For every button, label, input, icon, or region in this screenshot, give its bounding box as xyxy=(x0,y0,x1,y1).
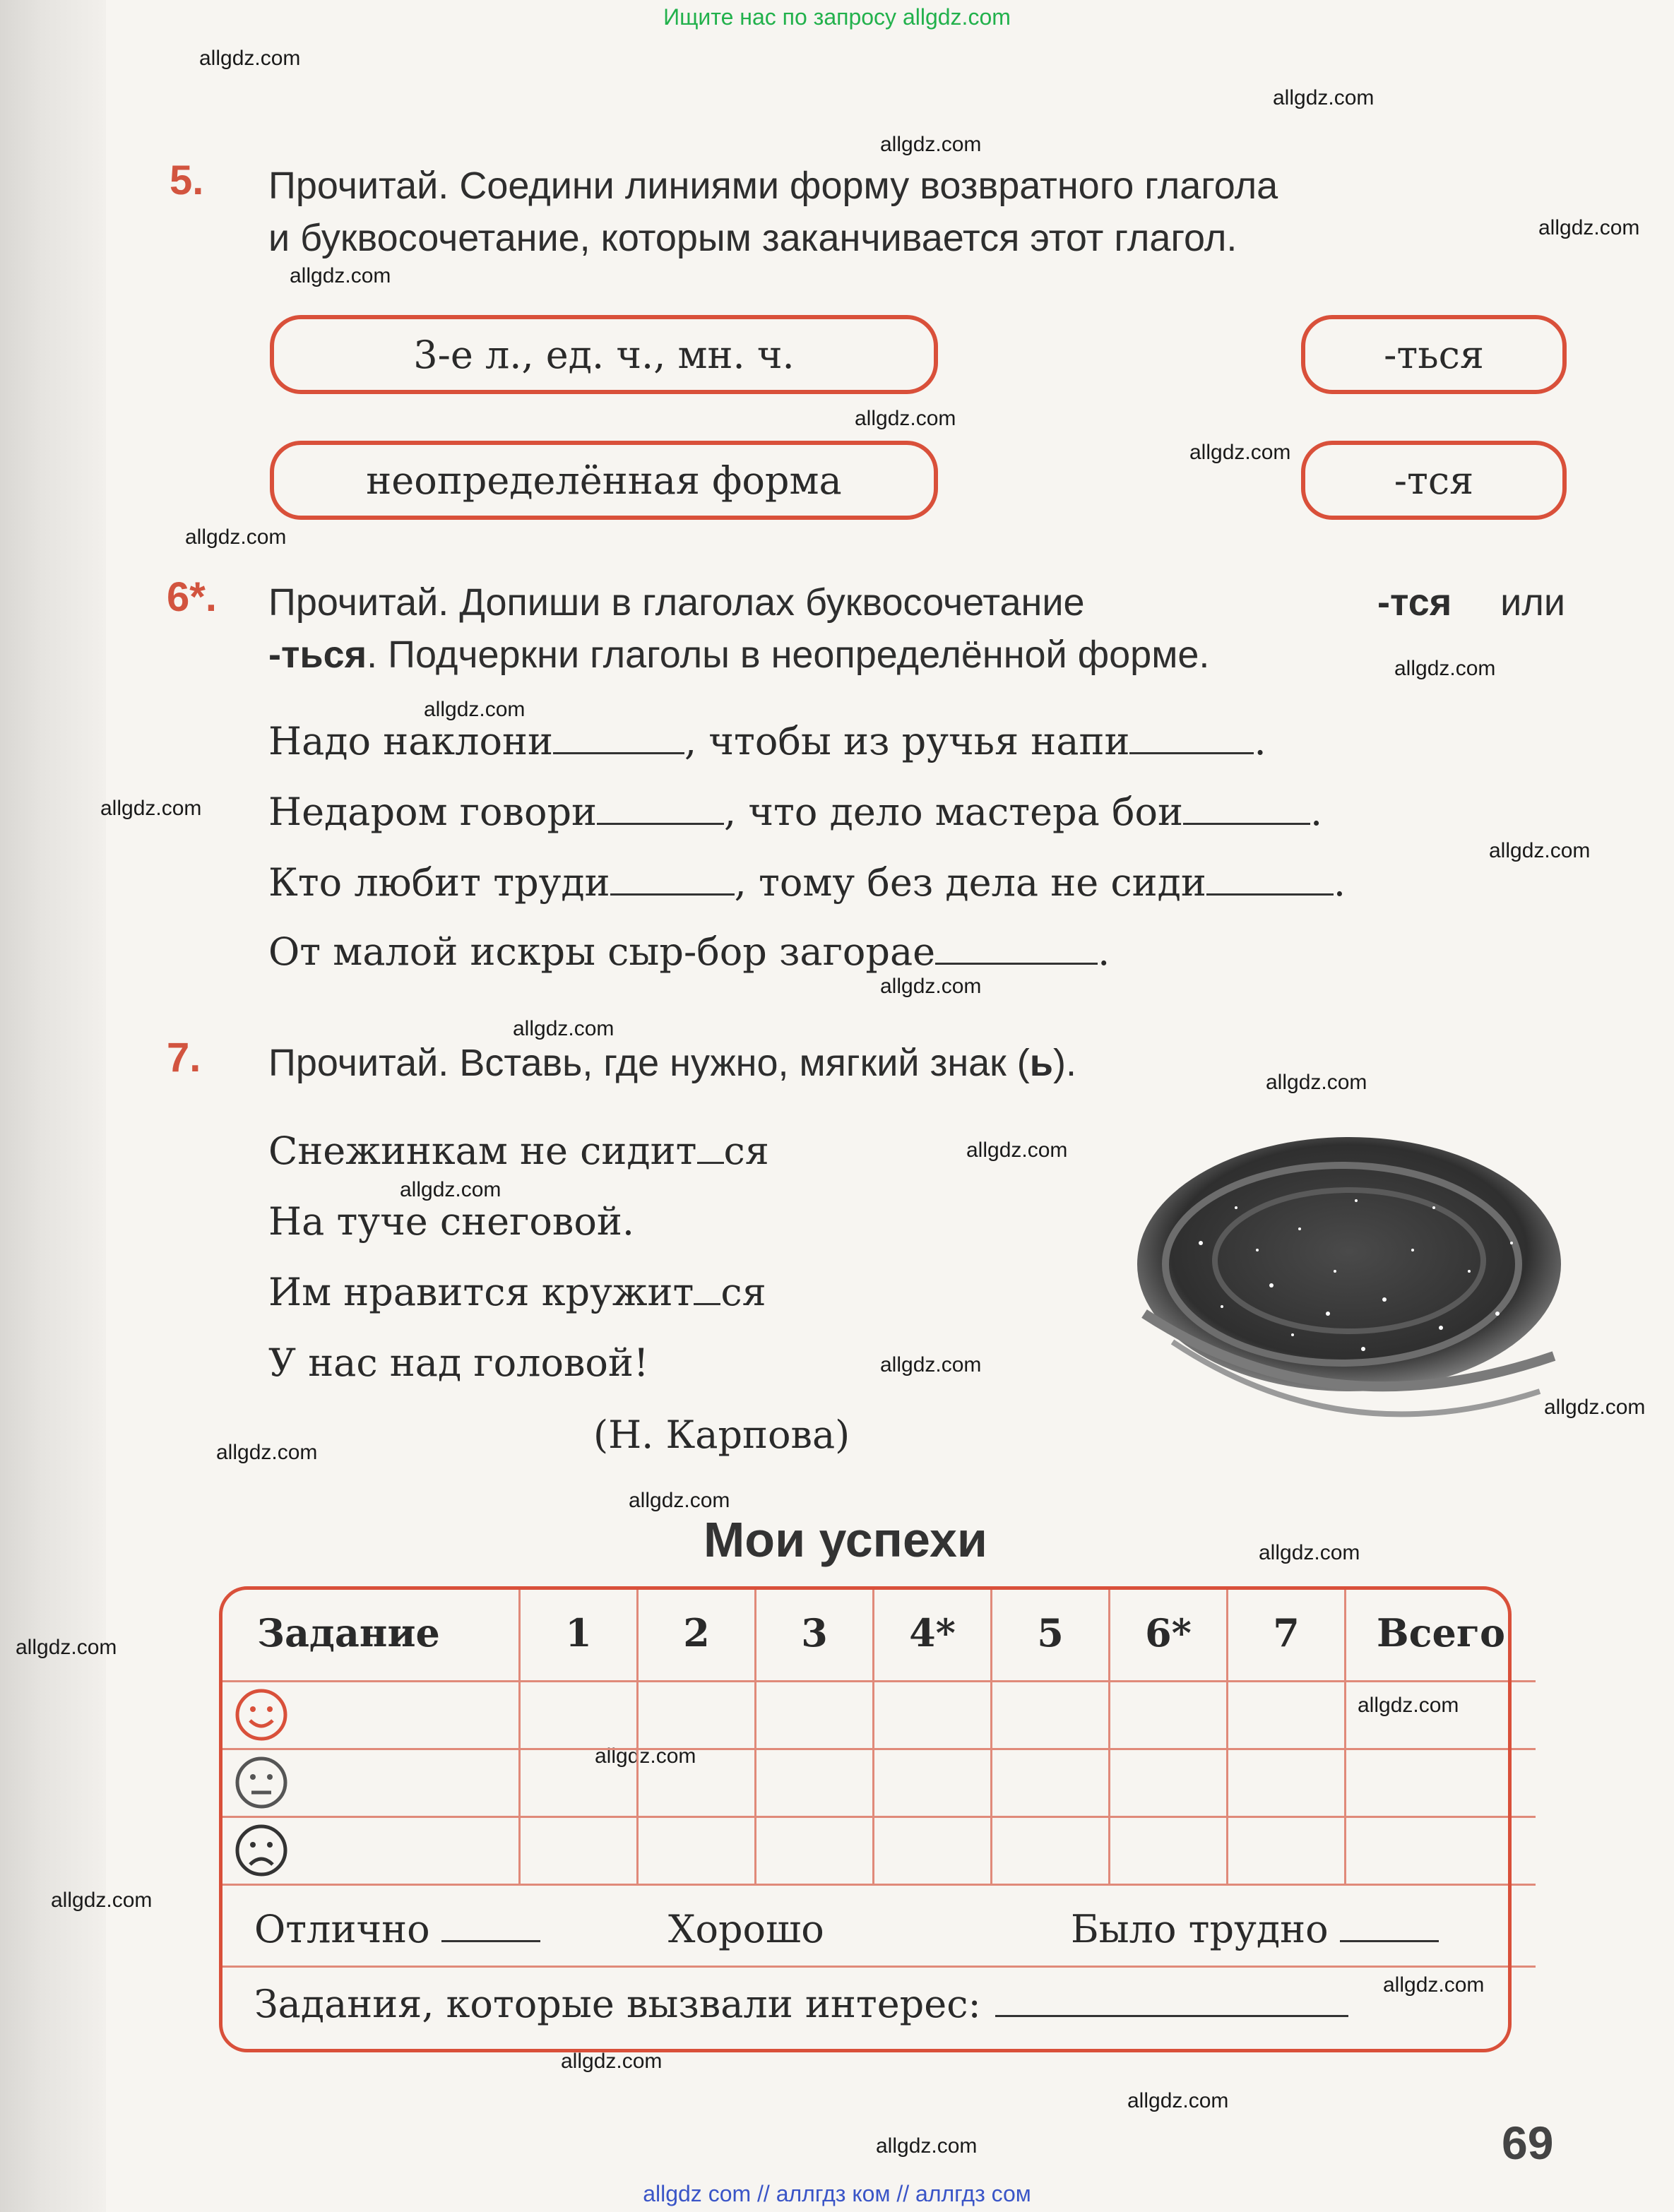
watermark: allgdz.com xyxy=(629,1489,730,1512)
interest-label: Задания, которые вызвали интерес: xyxy=(254,1981,981,2026)
instruction-text: ). xyxy=(1053,1042,1076,1084)
watermark: allgdz.com xyxy=(51,1889,153,1912)
mark-cell[interactable] xyxy=(756,1681,874,1749)
sentence xyxy=(268,860,1346,905)
answer-blank[interactable] xyxy=(1183,823,1310,825)
watermark: allgdz.com xyxy=(1544,1396,1646,1419)
sentence xyxy=(268,790,1322,834)
mark-cell[interactable] xyxy=(1110,1681,1228,1749)
poem-text: Им нравится кружит xyxy=(268,1270,694,1314)
watermark: allgdz.com xyxy=(1383,1973,1485,1997)
task-instruction: и буквосочетание, которым заканчивается этот глагол. xyxy=(268,217,1237,259)
mark-cell[interactable] xyxy=(1110,1816,1228,1884)
task-number: 7. xyxy=(167,1035,201,1081)
poem-line xyxy=(268,1129,769,1173)
table-header-cell: Всего xyxy=(1346,1586,1536,1681)
mark-cell[interactable] xyxy=(756,1749,874,1816)
page-binding-shadow xyxy=(0,0,106,2212)
table-header-cell: 2 xyxy=(638,1586,756,1681)
sentence-text: Кто любит труди xyxy=(268,860,610,905)
sentence xyxy=(268,719,1266,763)
instruction-text: или xyxy=(1500,581,1565,624)
sentence-text: Надо наклони xyxy=(268,719,553,763)
watermark: allgdz.com xyxy=(216,1441,318,1464)
answer-blank[interactable] xyxy=(610,893,735,896)
mark-cell[interactable] xyxy=(638,1749,756,1816)
rating-label: Было трудно xyxy=(1071,1906,1329,1951)
watermark: allgdz.com xyxy=(100,797,202,820)
mark-cell[interactable] xyxy=(1346,1749,1536,1816)
watermark: allgdz.com xyxy=(880,133,982,156)
poem-text: ся xyxy=(723,1129,769,1173)
answer-blank[interactable] xyxy=(935,963,1098,965)
page-number: 69 xyxy=(1502,2117,1554,2169)
table-header-cell: 6* xyxy=(1110,1586,1228,1681)
answer-blank[interactable] xyxy=(1206,893,1334,896)
mark-cell[interactable] xyxy=(874,1681,992,1749)
suffix-text: -ться xyxy=(268,634,367,676)
task-instruction xyxy=(268,633,1209,677)
task-instruction xyxy=(268,1041,1076,1085)
match-option-label: -ться xyxy=(1384,332,1484,377)
mark-cell[interactable] xyxy=(520,1816,638,1884)
mood-cell xyxy=(219,1681,520,1749)
table-header-cell: 7 xyxy=(1228,1586,1346,1681)
poem-line: На туче снеговой. xyxy=(268,1199,634,1244)
sad-face-icon xyxy=(233,1822,290,1879)
poem-text: Снежинкам не сидит xyxy=(268,1129,697,1173)
answer-blank[interactable] xyxy=(697,1162,724,1164)
sentence-text: , тому без дела не сиди xyxy=(734,860,1206,905)
watermark: allgdz.com xyxy=(855,407,956,430)
watermark: allgdz.com xyxy=(424,698,526,721)
watermark: allgdz.com xyxy=(1358,1694,1459,1717)
match-option-label: неопределённая форма xyxy=(366,458,842,503)
table-header-cell: 4* xyxy=(874,1586,992,1681)
watermark: allgdz.com xyxy=(880,975,982,998)
table-header-cell: 5 xyxy=(992,1586,1110,1681)
mark-cell[interactable] xyxy=(520,1749,638,1816)
mark-cell[interactable] xyxy=(1228,1816,1346,1884)
task-number: 6*. xyxy=(167,574,217,620)
match-option-left[interactable] xyxy=(270,441,938,520)
match-option-right[interactable] xyxy=(1301,315,1567,394)
mood-cell xyxy=(219,1816,520,1884)
suffix-text: -тся xyxy=(1377,581,1452,624)
watermark: allgdz.com xyxy=(199,47,301,70)
mark-cell[interactable] xyxy=(992,1749,1110,1816)
table-header-cell: Задание xyxy=(219,1586,520,1681)
smile-face-icon xyxy=(233,1687,290,1743)
answer-blank[interactable] xyxy=(441,1940,540,1942)
watermark: allgdz.com xyxy=(1127,2089,1229,2112)
watermark: allgdz.com xyxy=(595,1744,696,1768)
sentence-text: , чтобы из ручья напи xyxy=(684,719,1130,763)
watermark: allgdz.com xyxy=(561,2050,663,2073)
watermark: allgdz.com xyxy=(1538,216,1640,239)
bottom-banner[interactable]: allgdz com // аллгдз ком // аллгдз сом xyxy=(643,2181,1031,2206)
mark-cell[interactable] xyxy=(1346,1816,1536,1884)
match-option-label: -тся xyxy=(1394,458,1474,503)
interest-line xyxy=(254,1982,1348,2026)
poem-line: У нас над головой! xyxy=(268,1340,649,1385)
sentence xyxy=(268,929,1110,974)
instruction-text: . Подчеркни глаголы в неопределённой форме. xyxy=(367,634,1210,676)
watermark: allgdz.com xyxy=(880,1353,982,1376)
mark-cell[interactable] xyxy=(874,1749,992,1816)
sentence-text: , что дело мастера бои xyxy=(724,790,1183,834)
instruction-text: Прочитай. Вставь, где нужно, мягкий знак ( xyxy=(268,1042,1030,1084)
interest-row xyxy=(219,1966,1536,2044)
section-title: Мои успехи xyxy=(704,1512,987,1567)
answer-blank[interactable] xyxy=(694,1303,720,1305)
sentence-text: . xyxy=(1254,719,1266,763)
watermark: allgdz.com xyxy=(513,1017,615,1040)
mark-cell[interactable] xyxy=(992,1681,1110,1749)
watermark: allgdz.com xyxy=(1189,441,1291,464)
poem-author: (Н. Карпова) xyxy=(593,1413,850,1457)
poem-text: ся xyxy=(720,1270,766,1314)
task-instruction xyxy=(268,581,1565,624)
mark-cell[interactable] xyxy=(1346,1681,1536,1749)
answer-blank[interactable] xyxy=(597,823,724,825)
match-option-right[interactable] xyxy=(1301,441,1567,520)
cloud-moon-illustration xyxy=(1116,1102,1568,1455)
watermark: allgdz.com xyxy=(400,1178,501,1201)
watermark: allgdz.com xyxy=(1259,1541,1360,1564)
task-number: 5. xyxy=(170,157,204,203)
watermark: allgdz.com xyxy=(185,525,287,549)
mark-cell[interactable] xyxy=(638,1681,756,1749)
task-instruction: Прочитай. Соедини линиями форму возвратного глагола xyxy=(268,165,1278,207)
sentence-text: . xyxy=(1310,790,1323,834)
match-option-left[interactable] xyxy=(270,315,938,394)
poem-line xyxy=(268,1270,766,1314)
top-banner[interactable]: Ищите нас по запросу allgdz.com xyxy=(663,4,1011,30)
sentence-text: . xyxy=(1333,860,1346,905)
watermark: allgdz.com xyxy=(1489,839,1591,862)
rating-row xyxy=(219,1884,1536,1966)
watermark: allgdz.com xyxy=(1273,86,1375,109)
mark-cell[interactable] xyxy=(756,1816,874,1884)
table-header-cell: 1 xyxy=(520,1586,638,1681)
watermark: allgdz.com xyxy=(290,264,391,287)
sentence-text: Недаром говори xyxy=(268,790,598,834)
watermark: allgdz.com xyxy=(16,1636,117,1659)
rating-excellent xyxy=(254,1907,540,1951)
watermark: allgdz.com xyxy=(876,2134,978,2158)
answer-blank[interactable] xyxy=(553,752,684,754)
mark-cell[interactable] xyxy=(1110,1749,1228,1816)
rating-good: Хорошо xyxy=(668,1906,824,1951)
soft-sign: ь xyxy=(1029,1042,1053,1084)
mark-cell[interactable] xyxy=(992,1816,1110,1884)
answer-blank[interactable] xyxy=(1340,1940,1439,1942)
mark-cell[interactable] xyxy=(1228,1681,1346,1749)
swirl-cloud xyxy=(1137,1137,1561,1414)
mark-cell[interactable] xyxy=(1228,1749,1346,1816)
watermark: allgdz.com xyxy=(966,1138,1068,1162)
table-header-cell: 3 xyxy=(756,1586,874,1681)
answer-blank[interactable] xyxy=(1129,752,1254,754)
neutral-face-icon xyxy=(233,1754,290,1811)
rating-hard xyxy=(1071,1907,1439,1951)
mark-cell[interactable] xyxy=(520,1681,638,1749)
watermark: allgdz.com xyxy=(1394,657,1496,680)
mark-cell[interactable] xyxy=(638,1816,756,1884)
mark-cell[interactable] xyxy=(874,1816,992,1884)
sentence-text: От малой искры сыр-бор загорае xyxy=(268,929,936,974)
rating-label: Отлично xyxy=(254,1906,430,1951)
instruction-text: Прочитай. Допиши в глаголах буквосочетание xyxy=(268,581,1085,624)
watermark: allgdz.com xyxy=(1266,1071,1367,1094)
mood-cell xyxy=(219,1749,520,1816)
answer-blank[interactable] xyxy=(995,2015,1348,2017)
success-table xyxy=(219,1586,1536,2044)
sentence-text: . xyxy=(1098,929,1110,974)
match-option-label: 3-е л., ед. ч., мн. ч. xyxy=(413,332,795,377)
